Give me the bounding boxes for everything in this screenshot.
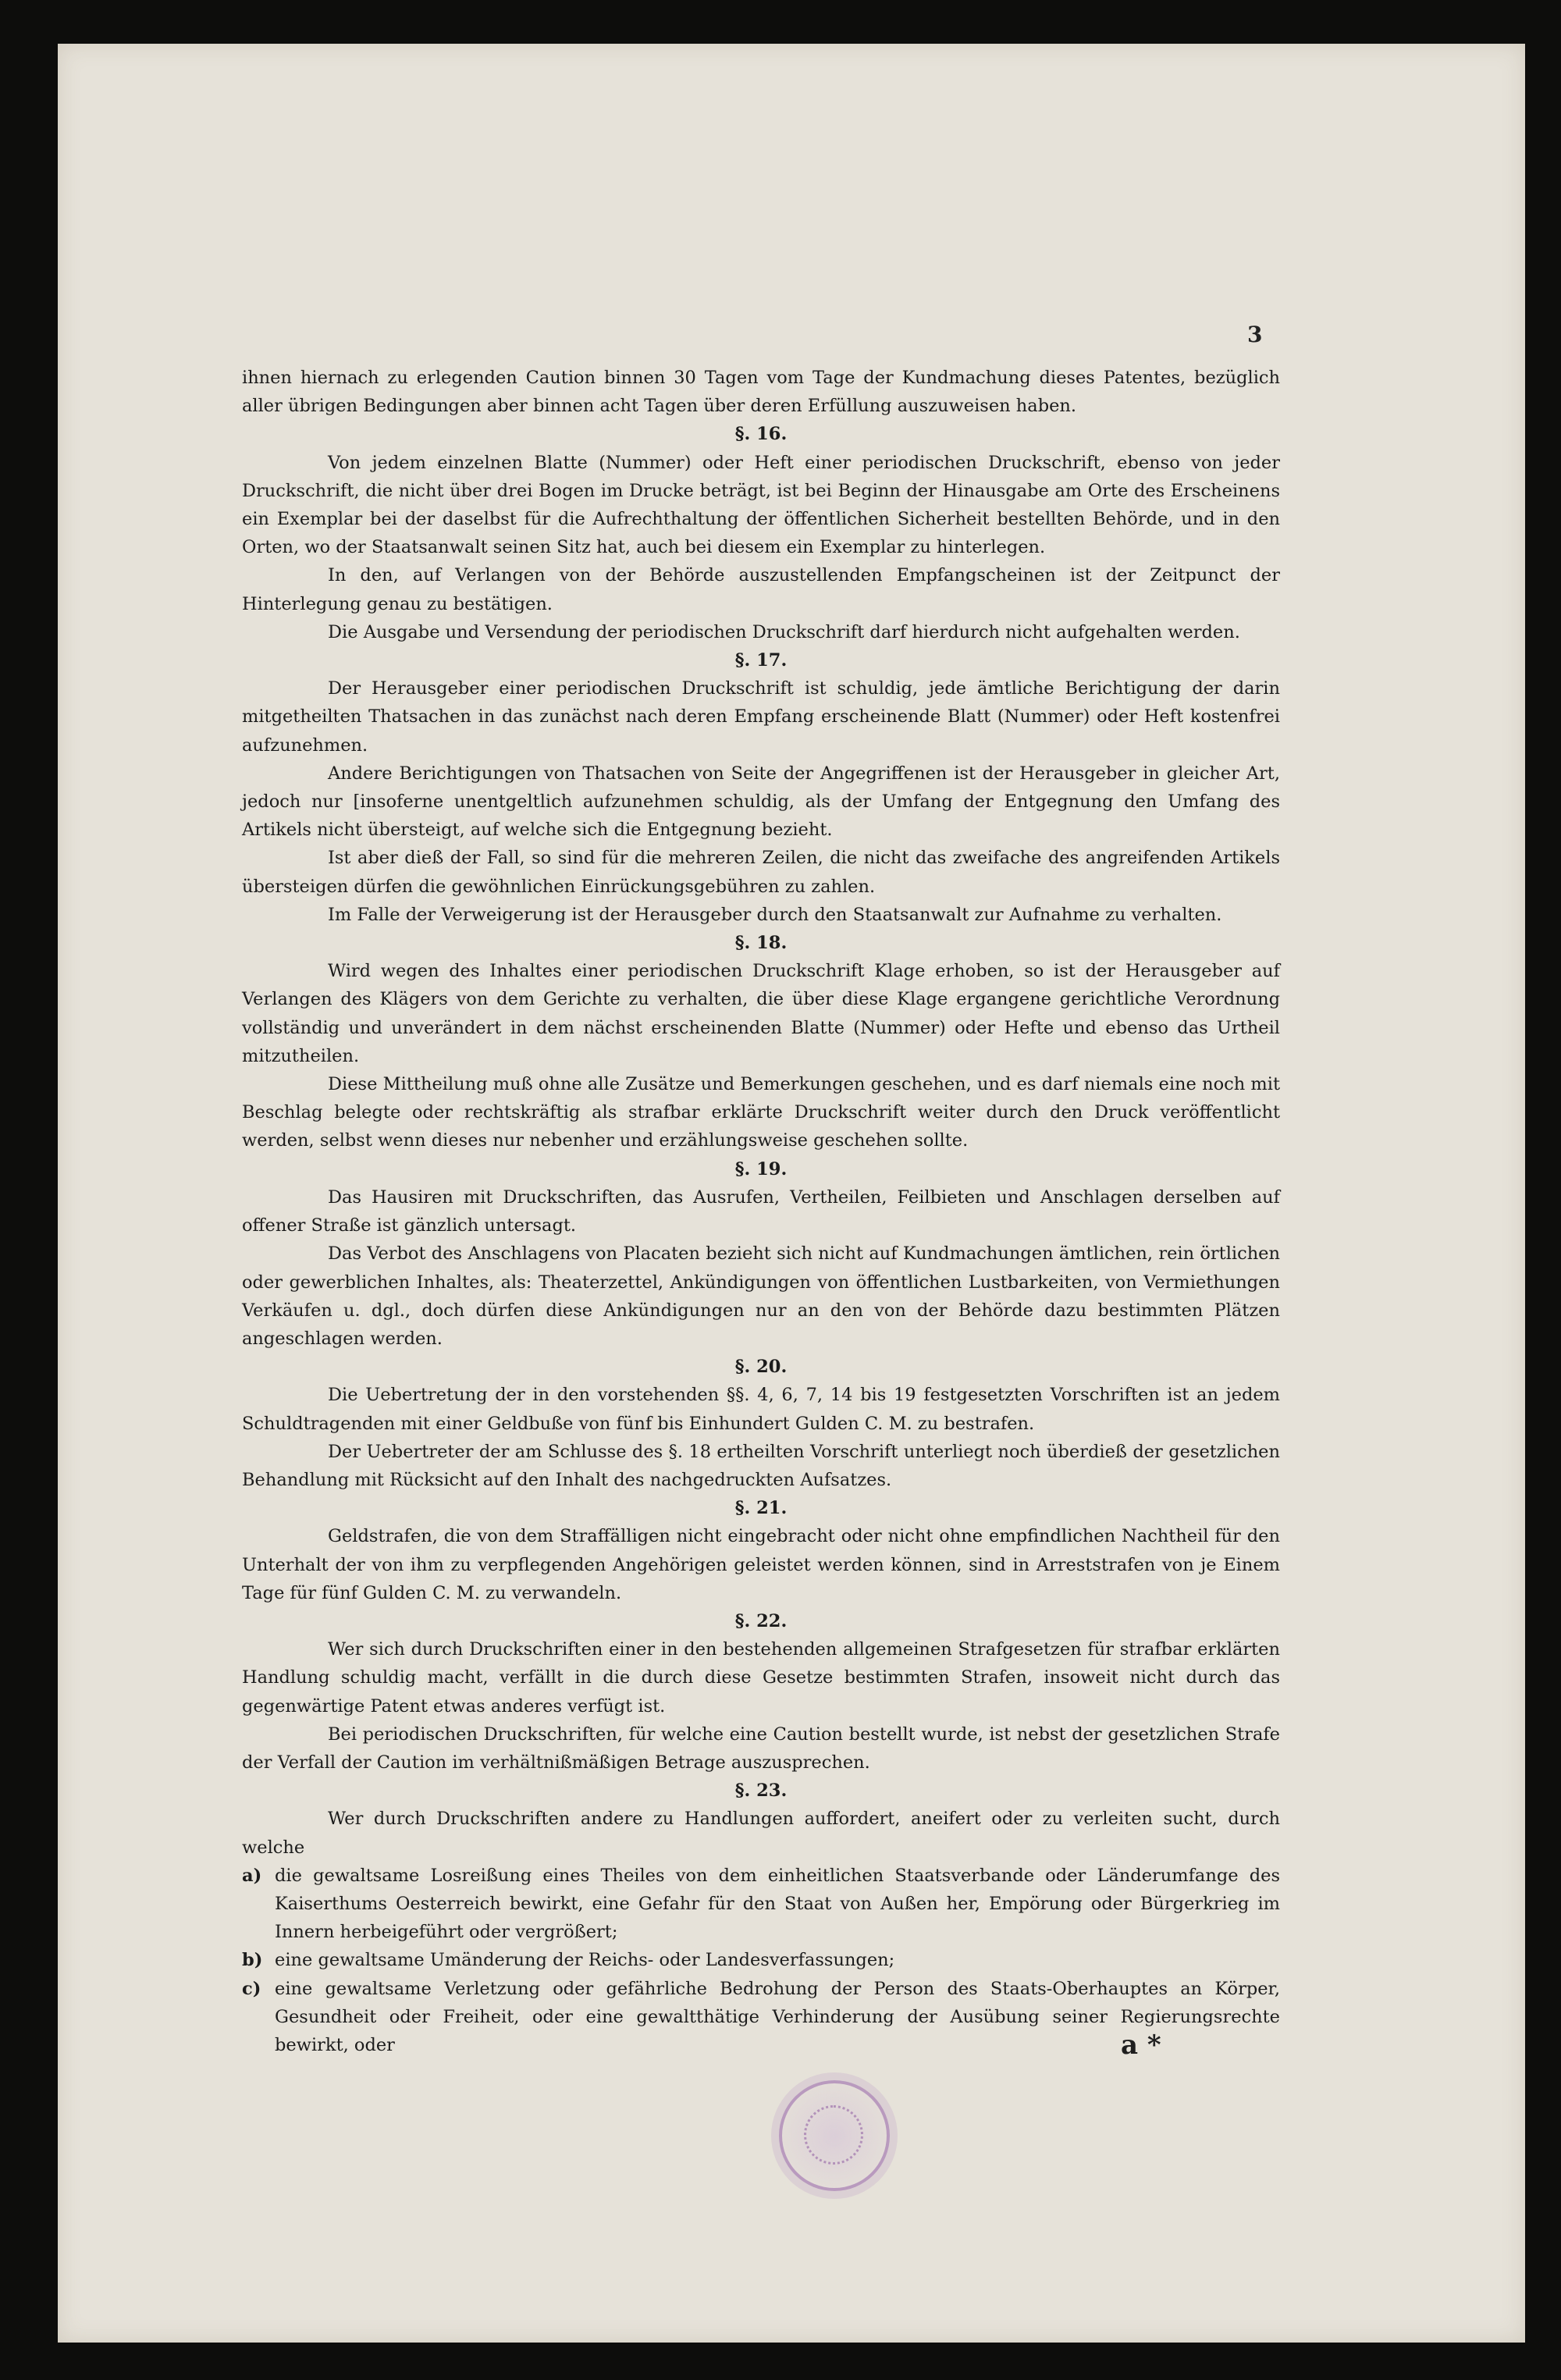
section-17-heading: §. 17.	[734, 650, 788, 671]
list-item	[242, 1946, 1280, 1974]
section-21-paragraph-1: Geldstrafen, die von dem Straffälligen nicht eingebracht oder nicht ohne empfindlichen Nachtheil für den Unterhalt der von ihm zu verpflegenden Angehörigen geleistet werden können, sind in Arreststrafen von je Einem Tage für fünf Gulden C. M. zu verwandeln.	[242, 1526, 1280, 1603]
section-22-paragraph-2: Bei periodischen Druckschriften, für welche eine Caution bestellt wurde, ist nebst der gesetzlichen Strafe der Verfall der Caution im verhältnißmäßigen Betrage auszusprechen.	[242, 1724, 1280, 1773]
section-16-paragraph-2: In den, auf Verlangen von der Behörde auszustellenden Empfangscheinen ist der Zeitpunct der Hinterlegung genau zu bestätigen.	[242, 565, 1280, 614]
section-19-paragraph-1: Das Hausiren mit Druckschriften, das Ausrufen, Vertheilen, Feilbieten und Anschlagen derselben auf offener Straße ist gänzlich untersagt.	[242, 1186, 1280, 1236]
section-21-heading: §. 21.	[734, 1498, 788, 1519]
list-marker: b)	[242, 1950, 263, 1971]
document-body	[242, 364, 1280, 2059]
section-23-paragraph-1: Wer durch Druckschriften andere zu Handlungen auffordert, aneifert oder zu verleiten sucht, durch welche	[242, 1809, 1280, 1858]
list-item	[242, 1862, 1280, 1947]
section-23-heading: §. 23.	[734, 1781, 788, 1802]
section-19-paragraph-2: Das Verbot des Anschlagens von Placaten bezieht sich nicht auf Kundmachungen ämtlichen, rein örtlichen oder gewerblichen Inhaltes, als: Theaterzettel, Ankündigungen von öffentlichen Lustbarkeiten, von Vermiethungen Verkäufen u. dgl., doch dürfen diese Ankündigungen nur an den von der Behörde dazu bestimmten Plätzen angeschlagen werden.	[242, 1243, 1280, 1349]
page-number: 3	[1247, 322, 1263, 347]
section-16-paragraph-3: Die Ausgabe und Versendung der periodischen Druckschrift darf hierdurch nicht aufgehalten werden.	[328, 621, 1240, 642]
section-22-heading: §. 22.	[734, 1610, 788, 1631]
intro-paragraph: ihnen hiernach zu erlegenden Caution binnen 30 Tagen vom Tage der Kundmachung dieses Patentes, bezüglich aller übrigen Bedingungen aber binnen acht Tagen über deren Erfüllung auszuweisen haben.	[242, 368, 1280, 417]
section-18-heading: §. 18.	[734, 933, 788, 954]
section-22-paragraph-1: Wer sich durch Druckschriften einer in den bestehenden allgemeinen Strafgesetzen für strafbar erklärten Handlung schuldig macht, verfällt in die durch diese Gesetze bestimmten Strafen, insoweit nicht durch das gegenwärtige Patent etwas anderes verfügt ist.	[242, 1639, 1280, 1717]
section-20-heading: §. 20.	[734, 1357, 788, 1378]
section-20-paragraph-2: Der Uebertreter der am Schlusse des §. 18 ertheilten Vorschrift unterliegt noch überdieß der gesetzlichen Behandlung mit Rücksicht auf den Inhalt des nachgedruckten Aufsatzes.	[242, 1441, 1280, 1490]
list-text: eine gewaltsame Umänderung der Reichs- oder Landesverfassungen;	[275, 1950, 895, 1971]
list-marker: a)	[242, 1865, 262, 1886]
section-17-paragraph-4: Im Falle der Verweigerung ist der Herausgeber durch den Staatsanwalt zur Aufnahme zu verhalten.	[328, 904, 1222, 925]
section-16-paragraph-1: Von jedem einzelnen Blatte (Nummer) oder Heft einer periodischen Druckschrift, ebenso von jeder Druckschrift, die nicht über drei Bogen im Drucke beträgt, ist bei Beginn der Hinausgabe am Orte des Erscheinens ein Exemplar bei der daselbst für die Aufrechthaltung der öffentlichen Sicherheit bestellten Behörde, und in den Orten, wo der Staatsanwalt seinen Sitz hat, auch bei diesem ein Exemplar zu hinterlegen.	[242, 452, 1280, 558]
library-stamp	[779, 2080, 890, 2191]
section-18-paragraph-2: Diese Mittheilung muß ohne alle Zusätze und Bemerkungen geschehen, und es darf niemals eine noch mit Beschlag belegte oder rechtskräftig als strafbar erklärte Druckschrift weiter durch den Druck veröffentlicht werden, selbst wenn dieses nur nebenher und erzählungsweise geschehen sollte.	[242, 1074, 1280, 1151]
section-18-paragraph-1: Wird wegen des Inhaltes einer periodischen Druckschrift Klage erhoben, so ist der Herausgeber auf Verlangen des Klägers von dem Gerichte zu verhalten, die über diese Klage ergangene gerichtliche Verordnung vollständig und unverändert in dem nächst erscheinenden Blatte (Nummer) oder Hefte und ebenso das Urtheil mitzutheilen.	[242, 961, 1280, 1066]
list-text: eine gewaltsame Verletzung oder gefährliche Bedrohung der Person des Staats-Oberhauptes an Körper, Gesundheit oder Freiheit, oder eine gewaltthätige Verhinderung der Ausübung seiner Regierungsrechte bewirkt, oder	[275, 1978, 1280, 2055]
list-marker: c)	[242, 1978, 261, 1999]
section-19-heading: §. 19.	[734, 1158, 788, 1179]
section-17-paragraph-3: Ist aber dieß der Fall, so sind für die mehreren Zeilen, die nicht das zweifache des angreifenden Artikels übersteigen dürfen die gewöhnlichen Einrückungsgebühren zu zahlen.	[242, 848, 1280, 897]
section-16-heading: §. 16.	[734, 424, 788, 445]
list-text: die gewaltsame Losreißung eines Theiles von dem einheitlichen Staatsverbande oder Länderumfange des Kaiserthums Oesterreich bewirkt, eine Gefahr für den Staat von Außen her, Empörung oder Bürgerkrieg im Innern herbeigeführt oder vergrößert;	[275, 1865, 1280, 1943]
signature-mark: a *	[1121, 2030, 1161, 2061]
section-17-paragraph-1: Der Herausgeber einer periodischen Druckschrift ist schuldig, jede ämtliche Berichtigung der darin mitgetheilten Thatsachen in das zunächst nach deren Empfang erscheinende Blatt (Nummer) oder Heft kostenfrei aufzunehmen.	[242, 678, 1280, 756]
section-17-paragraph-2: Andere Berichtigungen von Thatsachen von Seite der Angegriffenen ist der Herausgeber in gleicher Art, jedoch nur [insoferne unentgeltlich aufzunehmen schuldig, als der Umfang der Entgegnung den Umfang des Artikels nicht übersteigt, auf welche sich die Entgegnung bezieht.	[242, 763, 1280, 841]
section-20-paragraph-1: Die Uebertretung der in den vorstehenden §§. 4, 6, 7, 14 bis 19 festgesetzten Vorschriften ist an jedem Schuldtragenden mit einer Geldbuße von fünf bis Einhundert Gulden C. M. zu bestrafen.	[242, 1385, 1280, 1434]
